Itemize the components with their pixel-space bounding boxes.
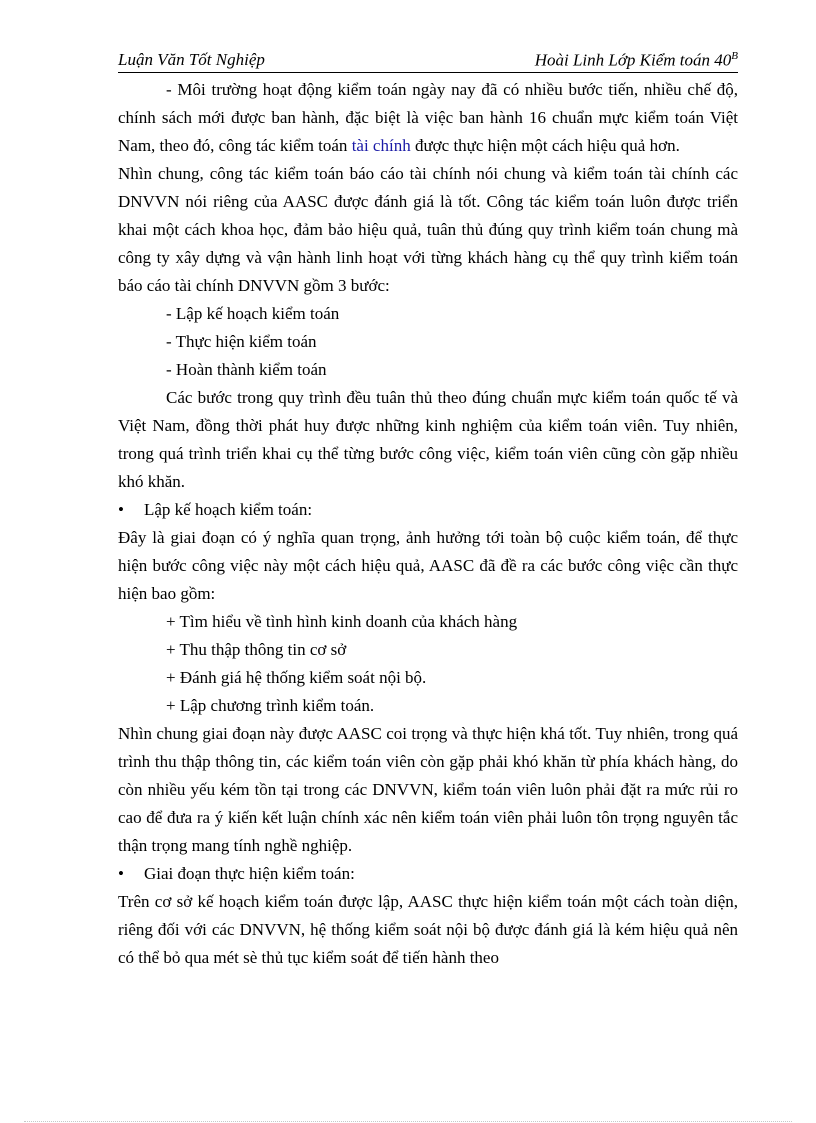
list-item: - Thực hiện kiểm toán <box>166 332 317 351</box>
paragraph: Nhìn chung, công tác kiểm toán báo cáo tài chính nói chung và kiểm toán tài chính các DNVVN nói riêng của AASC được đánh giá là tốt. Công tác kiểm toán luôn được triển khai một cách khoa học, đảm bảo hiệu quả, tuân thủ đúng quy trình kiểm toán chung mà công ty xây dựng và vận hành linh hoạt với từng khách hàng cụ thể quy trình kiểm toán báo cáo tài chính DNVVN gồm 3 bước: <box>118 164 738 295</box>
list-item: - Lập kế hoạch kiểm toán <box>166 304 340 323</box>
list-item: + Đánh giá hệ thống kiểm soát nội bộ. <box>166 668 427 687</box>
paragraph-text: - Môi trường hoạt động kiểm toán ngày nay đã có nhiều bước tiến, nhiều chế độ, chính sách mới được ban hành, đặc biệt là việc ban hành 16 chuẩn mực kiểm toán Việt Nam, theo đó, công tác kiểm toán <box>118 80 738 155</box>
bullet-icon: • <box>118 500 124 519</box>
document-body <box>118 76 738 972</box>
list-item: + Thu thập thông tin cơ sở <box>166 640 347 659</box>
paragraph-text: được thực hiện một cách hiệu quả hơn. <box>410 136 680 155</box>
bullet-icon: • <box>118 864 124 883</box>
bullet-heading <box>118 496 738 524</box>
list-item: + Tìm hiểu về tình hình kinh doanh của khách hàng <box>166 612 518 631</box>
header-author-class: Hoài Linh Lớp Kiểm toán 40 <box>534 50 732 70</box>
list-item: + Lập chương trình kiểm toán. <box>166 696 375 715</box>
bullet-heading-text: Giai đoạn thực hiện kiểm toán: <box>144 864 355 883</box>
page-header <box>118 48 738 73</box>
bullet-heading <box>118 860 738 888</box>
page-bottom-divider <box>24 1121 792 1122</box>
paragraph <box>118 76 738 160</box>
paragraph: Các bước trong quy trình đều tuân thủ theo đúng chuẩn mực kiểm toán quốc tế và Việt Nam, đồng thời phát huy được những kinh nghiệm của kiểm toán viên. Tuy nhiên, trong quá trình triển khai cụ thể từng bước công việc, kiểm toán viên cũng còn gặp nhiều khó khăn. <box>118 388 738 491</box>
header-right-title <box>535 50 738 71</box>
paragraph: Đây là giai đoạn có ý nghĩa quan trọng, ảnh hưởng tới toàn bộ cuộc kiểm toán, để thực hiện bước công việc này một cách hiệu quả, AASC đã đề ra các bước công việc cần thực hiện bao gồm: <box>118 528 738 603</box>
header-left-title: Luận Văn Tốt Nghiệp <box>118 50 265 69</box>
paragraph: Trên cơ sở kế hoạch kiểm toán được lập, AASC thực hiện kiểm toán một cách toàn diện, riêng đối với các DNVVN, hệ thống kiểm soát nội bộ được đánh giá là kém hiệu quả nên có thể bỏ qua mét sè thủ tục kiểm soát để tiến hành theo <box>118 892 738 967</box>
finance-link[interactable]: tài chính <box>351 136 411 155</box>
bullet-heading-text: Lập kế hoạch kiểm toán: <box>144 500 313 519</box>
header-class-superscript: B <box>731 50 738 62</box>
paragraph: Nhìn chung giai đoạn này được AASC coi trọng và thực hiện khá tốt. Tuy nhiên, trong quá trình thu thập thông tin, các kiểm toán viên còn gặp phải khó khăn từ phía khách hàng, do còn nhiều yếu kém tồn tại trong các DNVVN, kiểm toán viên luôn phải đặt ra mức rủi ro cao để đưa ra ý kiến kết luận chính xác nên kiểm toán viên phải luôn tôn trọng nguyên tắc thận trọng mang tính nghề nghiệp. <box>118 724 738 855</box>
list-item: - Hoàn thành kiểm toán <box>166 360 327 379</box>
